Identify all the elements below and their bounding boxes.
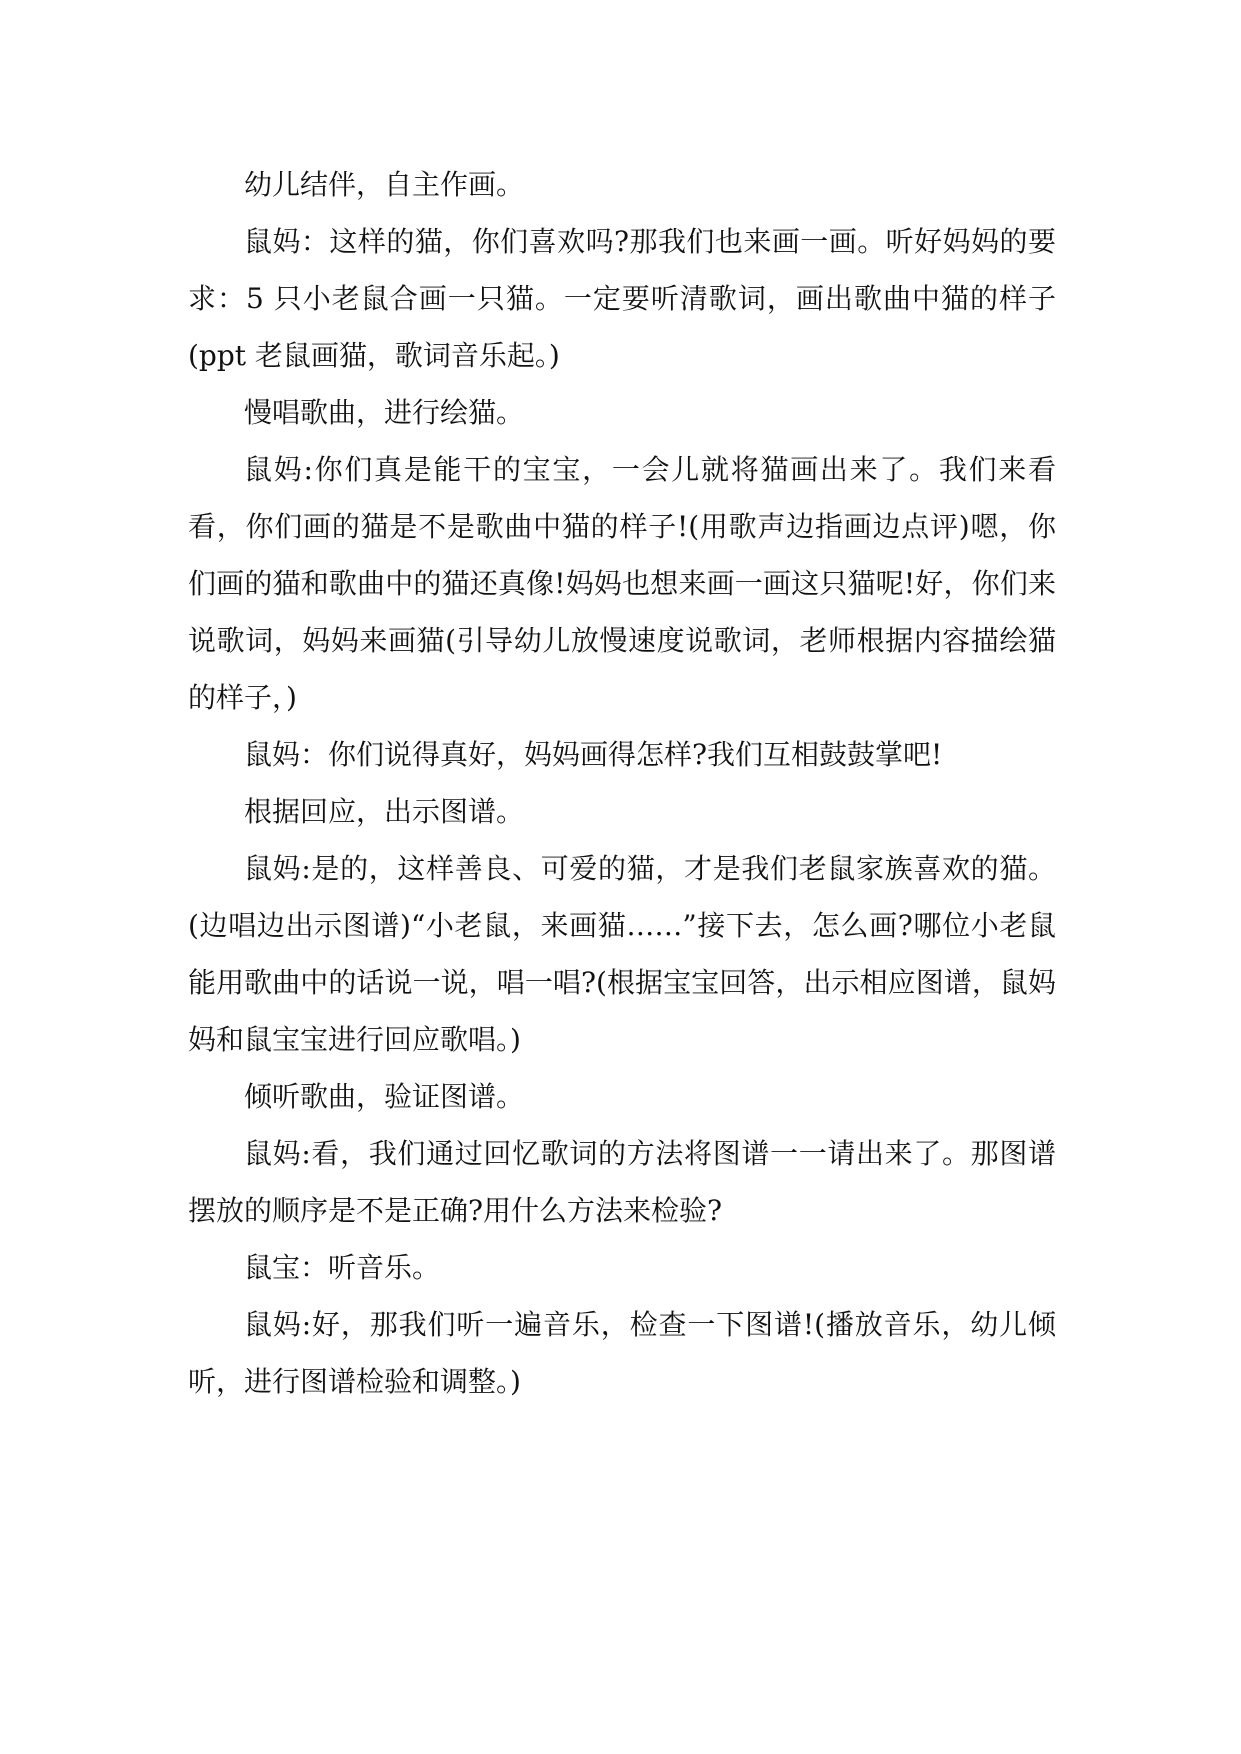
paragraph-3: 慢唱歌曲，进行绘猫。: [244, 396, 525, 429]
paragraph-7: 鼠妈:是的，这样善良、可爱的猫，才是我们老鼠家族喜欢的猫。(边唱边出示图谱)“小老鼠，来画猫……”接下去，怎么画?哪位小老鼠能用歌曲中的话说一说，唱一唱?(根据宝宝回答，出示相应图谱，鼠妈妈和鼠宝宝进行回应歌唱。): [188, 852, 1056, 1056]
paragraph-2: 鼠妈：这样的猫，你们喜欢吗?那我们也来画一画。听好妈妈的要求：5 只小老鼠合画一只猫。一定要听清歌词，画出歌曲中猫的样子(ppt 老鼠画猫，歌词音乐起。): [188, 225, 1056, 372]
paragraph-1: 幼儿结伴，自主作画。: [244, 168, 525, 201]
paragraph-4: 鼠妈:你们真是能干的宝宝，一会儿就将猫画出来了。我们来看看，你们画的猫是不是歌曲中猫的样子!(用歌声边指画边点评)嗯，你们画的猫和歌曲中的猫还真像!妈妈也想来画一画这只猫呢!好，你们来说歌词，妈妈来画猫(引导幼儿放慢速度说歌词，老师根据内容描绘猫的样子，): [188, 453, 1056, 714]
paragraph-8: 倾听歌曲，验证图谱。: [244, 1080, 525, 1113]
paragraph-11: 鼠妈:好，那我们听一遍音乐，检查一下图谱!(播放音乐，幼儿倾听，进行图谱检验和调整。): [188, 1308, 1056, 1398]
paragraph-9: 鼠妈:看，我们通过回忆歌词的方法将图谱一一请出来了。那图谱摆放的顺序是不是正确?用什么方法来检验?: [188, 1137, 1056, 1227]
paragraph-6: 根据回应，出示图谱。: [244, 795, 525, 828]
paragraph-10: 鼠宝：听音乐。: [244, 1251, 441, 1284]
paragraph-5: 鼠妈：你们说得真好，妈妈画得怎样?我们互相鼓鼓掌吧!: [244, 738, 943, 771]
document-body: [188, 156, 1056, 1410]
